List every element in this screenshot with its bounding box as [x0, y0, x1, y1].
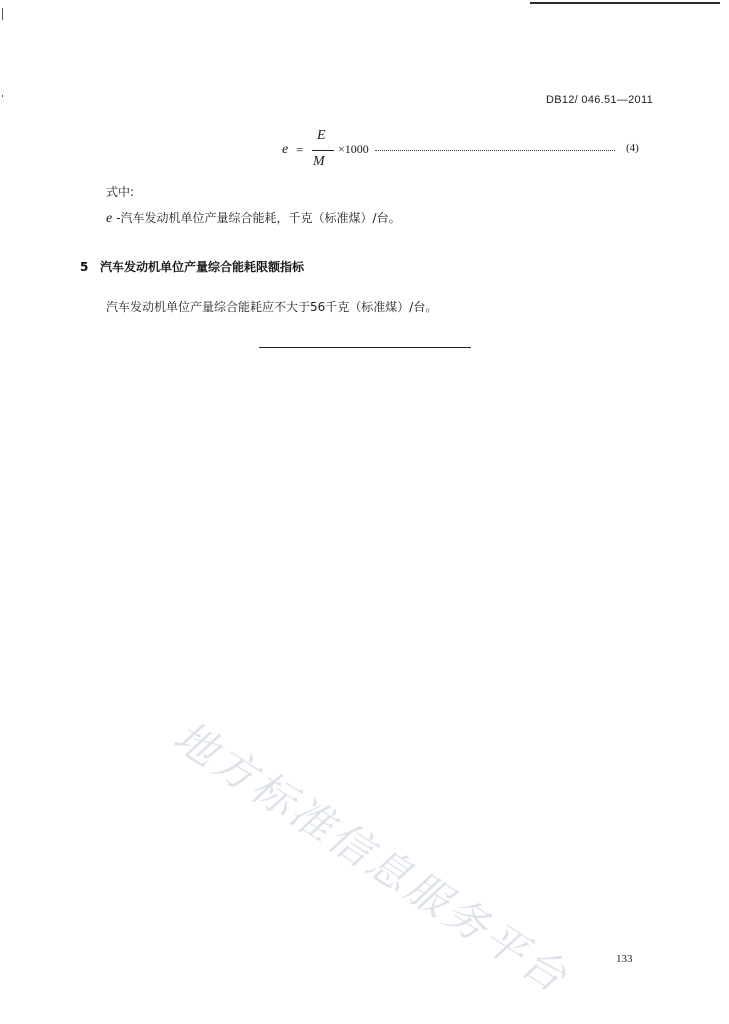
document-code: DB12/ 046.51—2011 [545, 94, 653, 106]
formula-equals: = [296, 142, 304, 157]
formula-multiplier: ×1000 [338, 142, 369, 156]
fraction-bar [312, 150, 334, 151]
watermark: 地方标准信息服务平台 [165, 711, 578, 1004]
definitions-intro: 式中: [106, 185, 135, 199]
section-title: 汽车发动机单位产量综合能耗限额指标 [100, 260, 305, 274]
section-number: 5 [80, 260, 89, 274]
page-number: 133 [616, 953, 633, 965]
formula-4 [282, 126, 652, 176]
definition-text: -汽车发动机单位产量综合能耗，千克（标准煤）/台。 [116, 211, 401, 225]
formula-leader-dots [375, 150, 615, 151]
scan-mark-top [2, 8, 3, 20]
section-5-body: 汽车发动机单位产量综合能耗应不大于56千克（标准煤）/台。 [106, 300, 438, 314]
formula-denominator: M [313, 154, 325, 169]
scan-mark-middle [2, 95, 3, 97]
section-5-heading [80, 258, 304, 275]
end-of-standard-rule [259, 347, 471, 348]
formula-numerator: E [317, 128, 326, 143]
definition-symbol: e [106, 211, 113, 226]
top-edge-rule [530, 2, 720, 4]
definition-item [106, 209, 401, 227]
formula-lhs: e [282, 142, 289, 157]
formula-number: (4) [626, 142, 639, 154]
